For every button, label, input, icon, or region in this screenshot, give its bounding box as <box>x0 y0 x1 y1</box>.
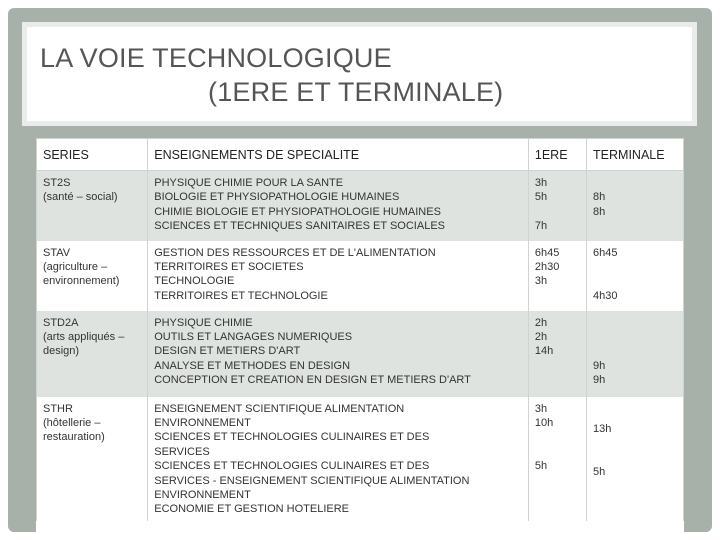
series-domain: (hôtellerie – <box>43 416 101 429</box>
enseignement-line: CHIMIE BIOLOGIE ET PHYSIOPATHOLOGIE HUMAINES <box>154 205 441 218</box>
table-row-std2a <box>37 311 684 397</box>
series-code: STAV <box>43 246 71 259</box>
enseignement-line: SERVICES - ENSEIGNEMENT SCIENTIFIQUE ALIMENTATION <box>154 474 470 487</box>
specialites-table <box>36 138 684 521</box>
series-code: ST2S <box>43 177 71 189</box>
hours-terminale: 8h <box>593 191 606 204</box>
hours-terminale: 9h <box>593 374 606 387</box>
enseignement-line: ENSEIGNEMENT SCIENTIFIQUE ALIMENTATION <box>154 402 405 415</box>
hours-1ere: 2h <box>534 330 548 343</box>
cell-1ere <box>528 241 586 311</box>
cell-terminale <box>587 241 684 311</box>
enseignement-line: ANALYSE ET METHODES EN DESIGN <box>154 359 351 372</box>
enseignement-line: ENVIRONNEMENT <box>154 416 251 429</box>
enseignement-line: GESTION DES RESSOURCES ET DE L'ALIMENTATION <box>154 246 436 259</box>
hours-1ere: 10h <box>534 416 554 429</box>
header-1ere: 1ERE <box>528 139 586 171</box>
table-header-row <box>37 139 684 171</box>
enseignement-line: BIOLOGIE ET PHYSIOPATHOLOGIE HUMAINES <box>154 191 400 204</box>
cell-terminale <box>587 311 684 397</box>
hours-terminale: 6h45 <box>593 246 618 259</box>
content-area <box>36 138 684 536</box>
hours-1ere: 5h <box>534 191 548 204</box>
slide-subtitle: (1ERE ET TERMINALE) <box>208 77 504 107</box>
table-row-st2s <box>37 171 684 241</box>
series-code: STHR <box>43 402 73 415</box>
cell-series <box>37 397 148 521</box>
cell-enseignements <box>148 311 529 397</box>
cell-terminale <box>587 171 684 241</box>
enseignement-line: PHYSIQUE CHIMIE POUR LA SANTE <box>154 177 344 189</box>
hours-1ere: 5h <box>534 460 548 473</box>
hours-terminale: 9h <box>593 359 606 372</box>
title-box <box>22 22 697 126</box>
enseignement-line: OUTILS ET LANGAGES NUMERIQUES <box>154 330 353 343</box>
series-domain: (agriculture – <box>43 260 108 273</box>
series-domain: (arts appliqués – <box>43 330 125 343</box>
hours-1ere: 14h <box>534 345 554 358</box>
cell-enseignements <box>148 241 529 311</box>
cell-1ere <box>528 171 586 241</box>
enseignement-line: PHYSIQUE CHIMIE <box>154 316 253 329</box>
table-row-sthr <box>37 397 684 521</box>
hours-1ere: 3h <box>534 177 548 189</box>
enseignement-line: TECHNOLOGIE <box>154 275 235 288</box>
cell-1ere <box>528 397 586 521</box>
cell-1ere <box>528 311 586 397</box>
cell-terminale <box>587 397 684 521</box>
hours-1ere: 3h <box>534 402 548 415</box>
enseignement-line: SCIENCES ET TECHNIQUES SANITAIRES ET SOCIALES <box>154 220 445 233</box>
cell-series <box>37 171 148 241</box>
enseignement-line: ENVIRONNEMENT <box>154 488 251 501</box>
enseignement-line: CONCEPTION ET CREATION EN DESIGN ET METIERS D'ART <box>154 374 471 387</box>
series-domain: design) <box>43 345 80 358</box>
table-row-stav <box>37 241 684 311</box>
enseignement-line: ECONOMIE ET GESTION HOTELIERE <box>154 503 350 516</box>
hours-1ere: 2h30 <box>534 260 560 273</box>
header-series: SERIES <box>37 139 148 171</box>
cell-series <box>37 241 148 311</box>
hours-terminale: 4h30 <box>593 289 618 302</box>
header-enseignements: ENSEIGNEMENTS DE SPECIALITE <box>148 139 529 171</box>
hours-1ere: 6h45 <box>534 246 560 259</box>
series-domain: (santé – social) <box>43 191 118 204</box>
hours-terminale: 5h <box>593 466 606 479</box>
hours-1ere: 2h <box>534 316 548 329</box>
series-code: STD2A <box>43 316 79 329</box>
enseignement-line: SCIENCES ET TECHNOLOGIES CULINAIRES ET DES <box>154 460 430 473</box>
slide-title: LA VOIE TECHNOLOGIQUE <box>40 43 392 73</box>
header-terminale: TERMINALE <box>587 139 684 171</box>
enseignement-line: TERRITOIRES ET TECHNOLOGIE <box>154 289 328 302</box>
cell-enseignements <box>148 397 529 521</box>
enseignement-line: SERVICES <box>154 445 210 458</box>
hours-1ere: 7h <box>534 220 548 233</box>
cell-series <box>37 311 148 397</box>
hours-terminale: 13h <box>593 422 612 435</box>
hours-1ere: 3h <box>534 275 548 288</box>
enseignement-line: DESIGN ET METIERS D'ART <box>154 345 301 358</box>
hours-terminale: 8h <box>593 205 606 218</box>
cell-enseignements <box>148 171 529 241</box>
series-domain: environnement) <box>43 275 120 288</box>
series-domain: restauration) <box>43 431 105 444</box>
enseignement-line: SCIENCES ET TECHNOLOGIES CULINAIRES ET DES <box>154 431 430 444</box>
hours-1ere <box>535 205 580 219</box>
enseignement-line: TERRITOIRES ET SOCIETES <box>154 260 304 273</box>
